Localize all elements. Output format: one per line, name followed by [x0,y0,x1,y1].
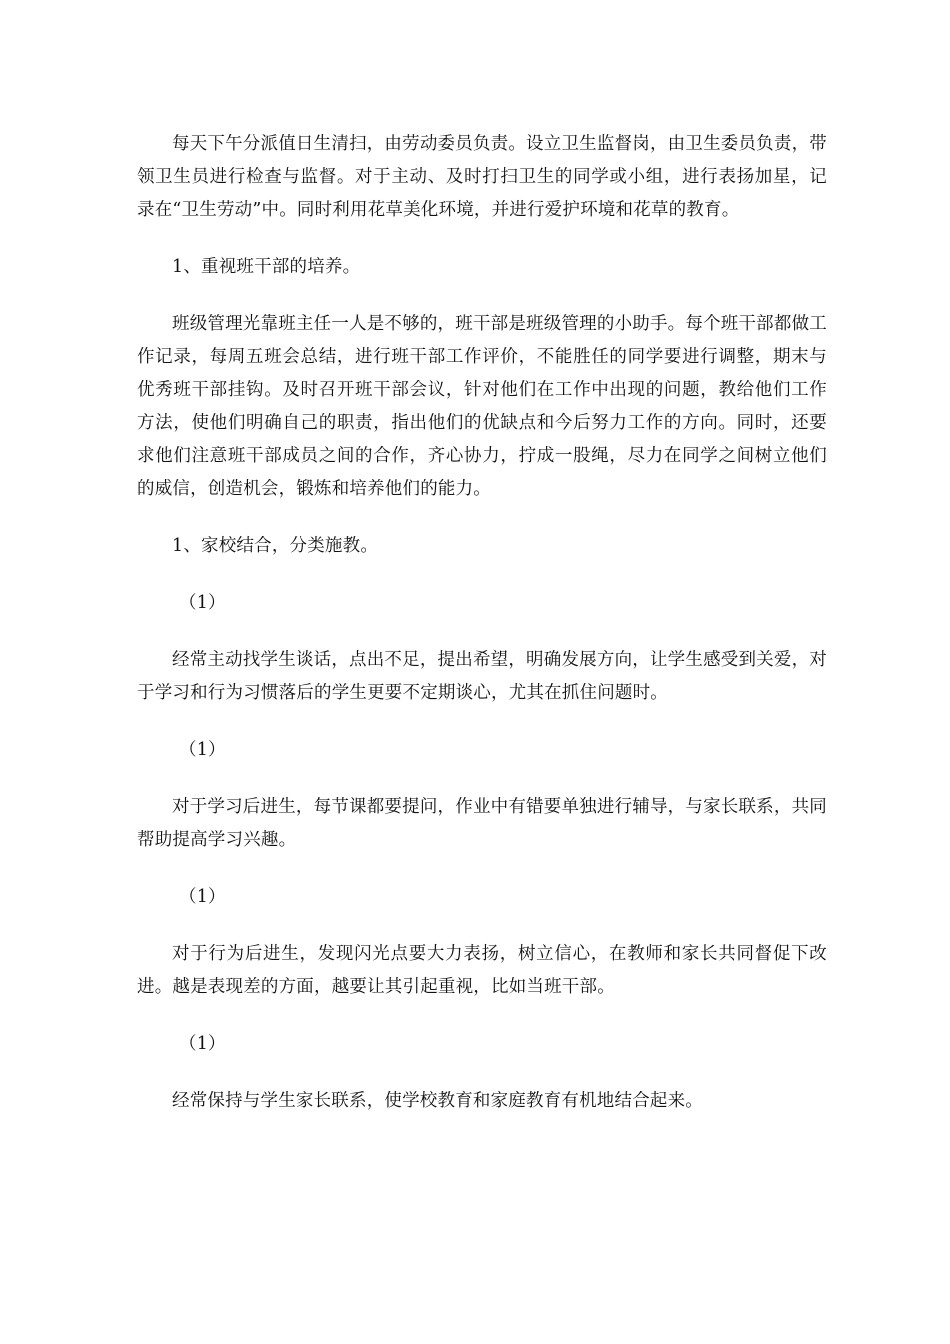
heading-class-cadre: 1、重视班干部的培养。 [172,257,361,277]
paragraph-parent-contact: 经常保持与学生家长联系，使学校教育和家庭教育有机地结合起来。 [172,1091,703,1111]
list-marker: （1） [179,593,226,613]
list-marker: （1） [179,1034,226,1054]
paragraph-talks: 经常主动找学生谈话，点出不足，提出希望，明确发展方向，让学生感受到关爱，对于学习和行为习惯落后的学生更要不定期谈心，尤其在抓住问题时。 [137,650,827,703]
heading-home-school: 1、家校结合，分类施教。 [172,536,379,556]
paragraph-study-laggards: 对于学习后进生，每节课都要提问，作业中有错要单独进行辅导，与家长联系，共同帮助提高学习兴趣。 [137,797,827,850]
paragraph-class-cadre: 班级管理光靠班主任一人是不够的，班干部是班级管理的小助手。每个班干部都做工作记录，每周五班会总结，进行班干部工作评价，不能胜任的同学要进行调整，期末与优秀班干部挂钩。及时召开班干部会议，针对他们在工作中出现的问题，教给他们工作方法，使他们明确自己的职责，指出他们的优缺点和今后努力工作的方向。同时，还要求他们注意班干部成员之间的合作，齐心协力，拧成一股绳，尽力在同学之间树立他们的威信，创造机会，锻炼和培养他们的能力。 [137,314,827,499]
paragraph-behavior-laggards: 对于行为后进生，发现闪光点要大力表扬，树立信心，在教师和家长共同督促下改进。越是表现差的方面，越要让其引起重视，比如当班干部。 [137,944,827,997]
list-marker: （1） [179,740,226,760]
paragraph-hygiene: 每天下午分派值日生清扫，由劳动委员负责。设立卫生监督岗，由卫生委员负责，带领卫生员进行检查与监督。对于主动、及时打扫卫生的同学或小组，进行表扬加星，记录在“卫生劳动”中。同时利用花草美化环境，并进行爱护环境和花草的教育。 [137,134,827,220]
list-marker: （1） [179,887,226,907]
document-body [137,128,827,1142]
